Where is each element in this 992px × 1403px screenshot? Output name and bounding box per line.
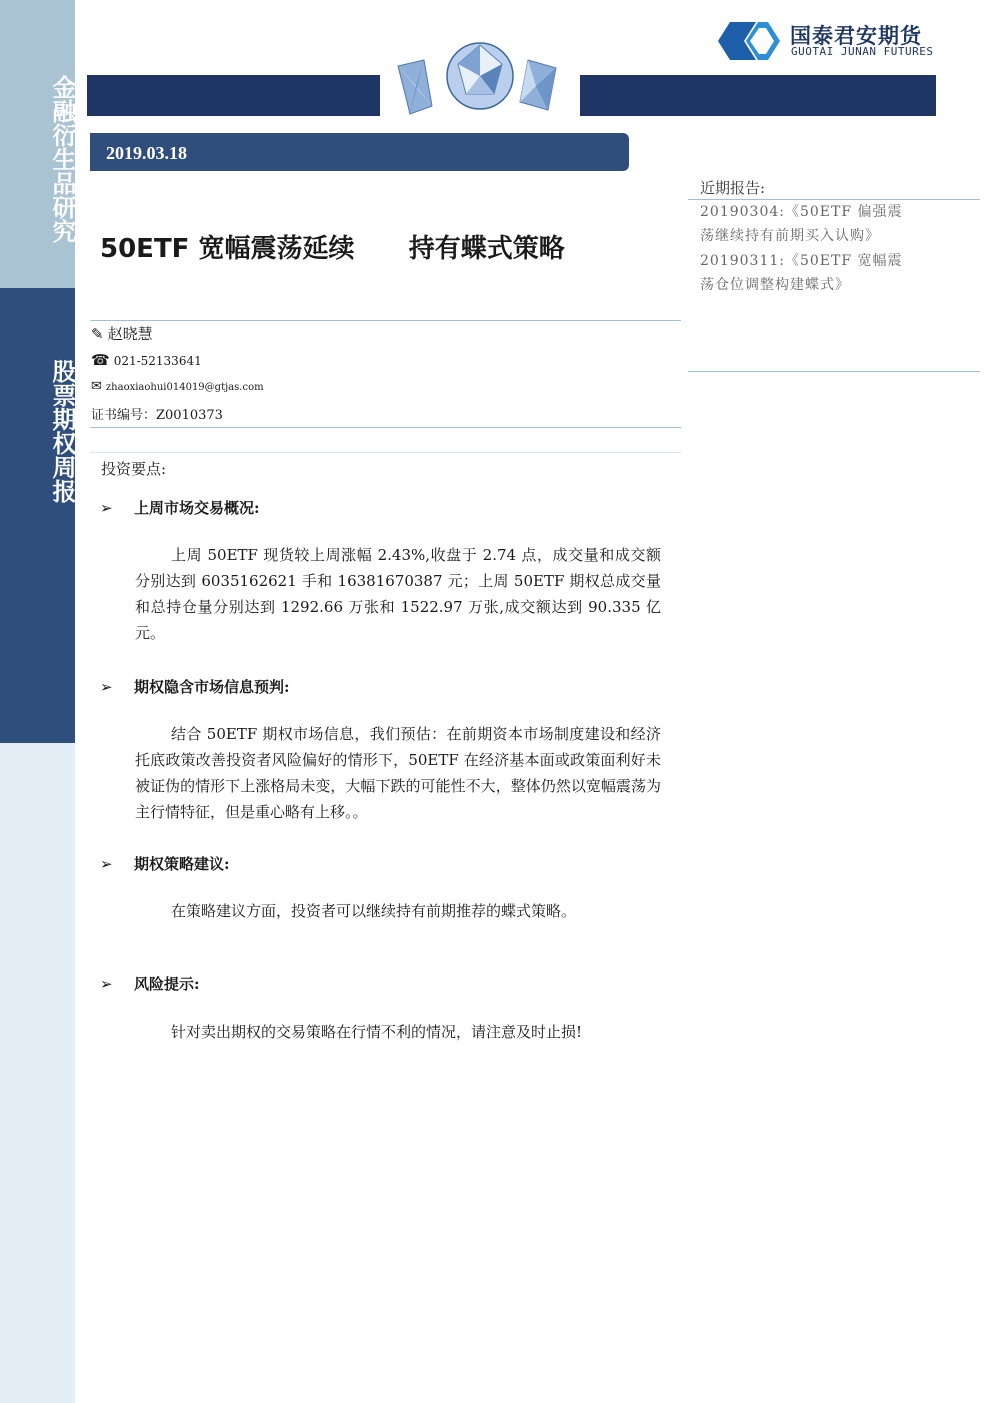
arrow-bullet-icon: ➢ bbox=[100, 975, 113, 993]
section-paragraph: 上周 50ETF 现货较上周涨幅 2.43%,收盘于 2.74 点，成交量和成交额分别达到 6035162621 手和 16381670387 元；上周 50ETF 期权总成交量和总持仓量分别达到 1292.66 万张和 1522.97 万张,成交额达到 90.335 亿元。 bbox=[135, 546, 661, 642]
pencil-icon: ✎ bbox=[91, 325, 104, 343]
section-heading bbox=[100, 497, 260, 518]
author-phone: 021-52133641 bbox=[113, 354, 202, 368]
company-logo-icon bbox=[716, 20, 782, 62]
section-paragraph: 针对卖出期权的交易策略在行情不利的情况，请注意及时止损! bbox=[171, 1023, 583, 1041]
section-paragraph: 结合 50ETF 期权市场信息，我们预估：在前期资本市场制度建设和经济托底政策改善投资者风险偏好的情形下，50ETF 在经济基本面或政策面利好未被证伪的情形下上涨格局未变，大幅下跌的可能性不大，整体仍然以宽幅震荡为主行情特征，但是重心略有上移。。 bbox=[135, 725, 661, 821]
investment-points-heading: 投资要点: bbox=[101, 460, 167, 478]
company-name-en: GUOTAI JUNAN FUTURES bbox=[791, 45, 934, 58]
recent-divider-bottom bbox=[688, 371, 980, 372]
email-line bbox=[91, 379, 264, 394]
author-certificate: 证书编号：Z0010373 bbox=[91, 408, 223, 423]
section-heading-text: 期权隐含市场信息预判: bbox=[134, 678, 290, 696]
report-date: 2019.03.18 bbox=[106, 143, 187, 163]
recent-report-link[interactable]: 20190304:《50ETF 偏强震荡继续持有前期买入认购》 bbox=[700, 204, 903, 244]
recent-report-link[interactable]: 20190311:《50ETF 宽幅震荡仓位调整构建蝶式》 bbox=[700, 253, 903, 293]
author-divider-top bbox=[90, 320, 681, 321]
author-divider-bottom bbox=[90, 427, 681, 428]
body-divider bbox=[90, 452, 681, 453]
company-name-cn: 国泰君安期货 bbox=[790, 24, 922, 48]
section-heading-text: 期权策略建议: bbox=[134, 855, 230, 873]
arrow-bullet-icon: ➢ bbox=[100, 678, 113, 696]
section-heading bbox=[100, 853, 230, 874]
mail-icon: ✉ bbox=[91, 379, 102, 394]
author-line bbox=[91, 323, 153, 344]
section-heading bbox=[100, 676, 290, 697]
author-email[interactable]: zhaoxiaohui014019@gtjas.com bbox=[105, 382, 264, 393]
diamond-gems-icon bbox=[380, 36, 580, 124]
sidebar-bottom-panel bbox=[0, 743, 75, 1403]
section-heading-text: 上周市场交易概况: bbox=[134, 499, 260, 517]
section-paragraph: 在策略建议方面，投资者可以继续持有前期推荐的蝶式策略。 bbox=[171, 902, 577, 920]
arrow-bullet-icon: ➢ bbox=[100, 855, 113, 873]
section-heading-text: 风险提示: bbox=[134, 975, 200, 993]
phone-line bbox=[91, 351, 202, 369]
report-title: 50ETF 宽幅震荡延续 持有蝶式策略 bbox=[100, 234, 565, 264]
sidebar-category-label: 金融衍生品研究 bbox=[48, 75, 76, 243]
author-name: 赵晓慧 bbox=[107, 325, 153, 343]
sidebar-report-type-label: 股票期权周报 bbox=[48, 359, 76, 503]
recent-reports-heading: 近期报告: bbox=[700, 179, 766, 197]
phone-icon: ☎ bbox=[91, 351, 110, 369]
section-heading bbox=[100, 973, 200, 994]
arrow-bullet-icon: ➢ bbox=[100, 499, 113, 517]
